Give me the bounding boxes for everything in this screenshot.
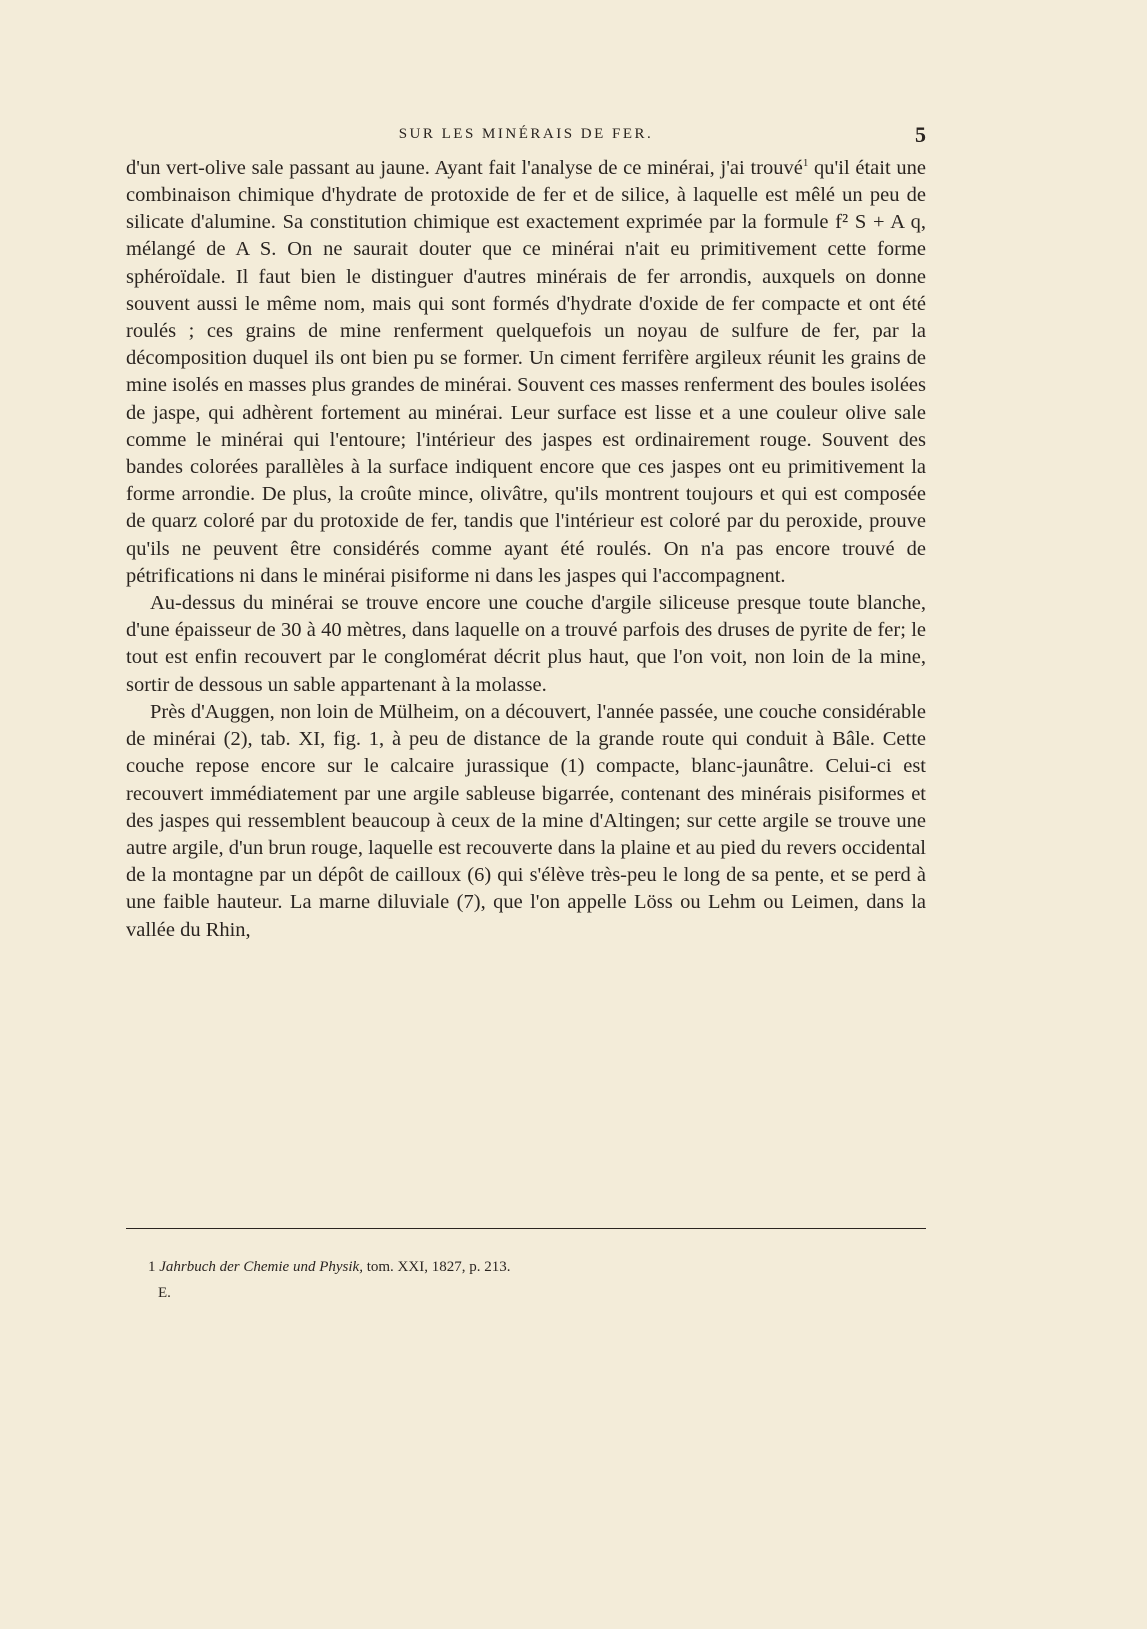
footnote-initial: E. [158, 1285, 171, 1301]
page-number: 5 [915, 122, 926, 147]
paragraph-1 [126, 150, 926, 590]
footnote-work-title: Jahrbuch der Chemie und Physik, [159, 1259, 363, 1275]
footnote [148, 1254, 908, 1306]
footnote-number: 1 [148, 1259, 156, 1275]
paragraph-text: qu'il était une combinaison chimique d'hydrate de protoxide de fer et de silice, à laquelle est mêlé un peu de silicate d'alumine. Sa constitution chimique est exactement exprimée par la formule f² S + A q, mélangé de A S. On ne saurait douter que ce minérai n'ait eu primitivement cette forme sphéroïdale. Il faut bien le distinguer d'autres minérais de fer arrondis, auxquels on donne souvent aussi le même nom, mais qui sont formés d'hydrate d'oxide de fer compacte et ont été roulés ; ces grains de mine renferment quelquefois un noyau de sulfure de fer, par la décomposition duquel ils ont bien pu se former. Un ciment ferrifère argileux réunit les grains de mine isolés en masses plus grandes de minérai. Souvent ces masses renferment des boules isolées de jaspe, qui adhèrent fortement au minérai. Leur surface est lisse et a une couleur olive sale comme le minérai qui l'entoure; l'intérieur des jaspes est ordinairement rouge. Souvent des bandes colorées parallèles à la surface indiquent encore que ces jaspes ont eu primitivement la forme arrondie. De plus, la croûte mince, olivâtre, qu'ils montrent toujours et qui est composée de quarz coloré par du protoxide de fer, tandis que l'intérieur est coloré par du peroxide, prouve qu'ils ne peuvent être considérés comme ayant été roulés. On n'a pas encore trouvé de pétrifications ni dans le minérai pisiforme ni dans les jaspes qui l'accompagnent. [126, 156, 926, 587]
body-text [126, 150, 926, 944]
page-header [126, 122, 926, 152]
running-head: SUR LES MINÉRAIS DE FER. [398, 126, 654, 142]
paragraph-text: d'un vert-olive sale passant au jaune. Ayant fait l'analyse de ce minérai, j'ai trouvé [126, 156, 803, 179]
paragraph-2: Au-dessus du minérai se trouve encore une couche d'argile siliceuse presque toute blanche, d'une épaisseur de 30 à 40 mètres, dans laquelle on a trouvé parfois des druses de pyrite de fer; le tout est enfin recouvert par le conglomérat décrit plus haut, que l'on voit, non loin de la mine, sortir de dessous un sable appartenant à la molasse. [126, 592, 926, 696]
footnote-divider [126, 1228, 926, 1229]
footnote-reference: 1 [802, 157, 809, 169]
paragraph-3: Près d'Auggen, non loin de Mülheim, on a découvert, l'année passée, une couche considérable de minérai (2), tab. XI, fig. 1, à peu de distance de la grande route qui conduit à Bâle. Cette couche repose encore sur le calcaire jurassique (1) compacte, blanc-jaunâtre. Celui-ci est recouvert immédiatement par une argile sableuse bigarrée, contenant des minérais pisiformes et des jaspes qui ressemblent beaucoup à ceux de la mine d'Altingen; sur cette argile se trouve une autre argile, d'un brun rouge, laquelle est recouverte dans la plaine et au pied du revers occidental de la montagne par un dépôt de cailloux (6) qui s'élève très-peu le long de sa pente, et se perd à une faible hauteur. La marne diluviale (7), que l'on appelle Löss ou Lehm ou Leimen, dans la vallée du Rhin, [126, 700, 926, 941]
footnote-citation [148, 1254, 908, 1280]
footnote-details: tom. XXI, 1827, p. 213. [362, 1259, 511, 1275]
